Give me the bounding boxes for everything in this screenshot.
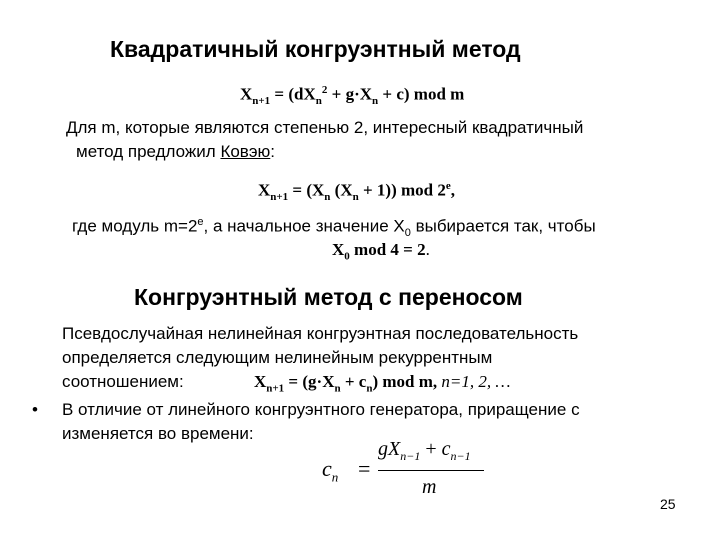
formula-quadratic: $X_{n+1} = (dX_n^2 + g\cdot X_n + c)$ mod m xyxy=(240,84,465,108)
fraction-bar xyxy=(378,470,484,471)
fraction-equals: = xyxy=(358,456,371,481)
bullet-line: В отличие от линейного конгруэнтного генератора, приращение с xyxy=(62,400,580,419)
fraction-lhs: $c_n$ xyxy=(322,456,339,485)
paragraph-line: Для m, которые являются степенью 2, интересный квадратичный xyxy=(66,118,584,137)
paragraph-line: Псевдослучайная нелинейная конгруэнтная последовательность xyxy=(62,324,579,343)
fraction-denominator: m xyxy=(422,476,437,498)
section-title-carry: Конгруэнтный метод с переносом xyxy=(134,284,523,310)
formula-carry: $X_{n+1} = (g\cdot X_n + c_n)$ mod m, n=1, 2, … xyxy=(254,372,511,395)
author-link[interactable]: Ковэю xyxy=(220,142,271,161)
section-title-quadratic: Квадратичный конгруэнтный метод xyxy=(110,36,521,62)
bullet-line: изменяется во времени: xyxy=(62,424,254,443)
paragraph-line: соотношением: xyxy=(62,372,184,391)
bullet-marker: • xyxy=(32,400,38,419)
formula-initial: $X_0$ mod 4 = 2. xyxy=(332,240,430,263)
page-number: 25 xyxy=(660,496,676,512)
fraction-numerator: $gX_{n-1} + c_{n-1}$ xyxy=(378,438,471,463)
formula-covey: $X_{n+1} = (X_n$ $(X_n + 1)$) mod 2e, xyxy=(258,180,456,204)
paragraph-line: метод предложил Ковэю: xyxy=(76,142,276,161)
paragraph-line: определяется следующим нелинейным рекуррентным xyxy=(62,348,493,367)
paragraph-line: где модуль $m=2^e$, а начальное значение $X_0$ выбирается так, чтобы xyxy=(72,216,596,240)
